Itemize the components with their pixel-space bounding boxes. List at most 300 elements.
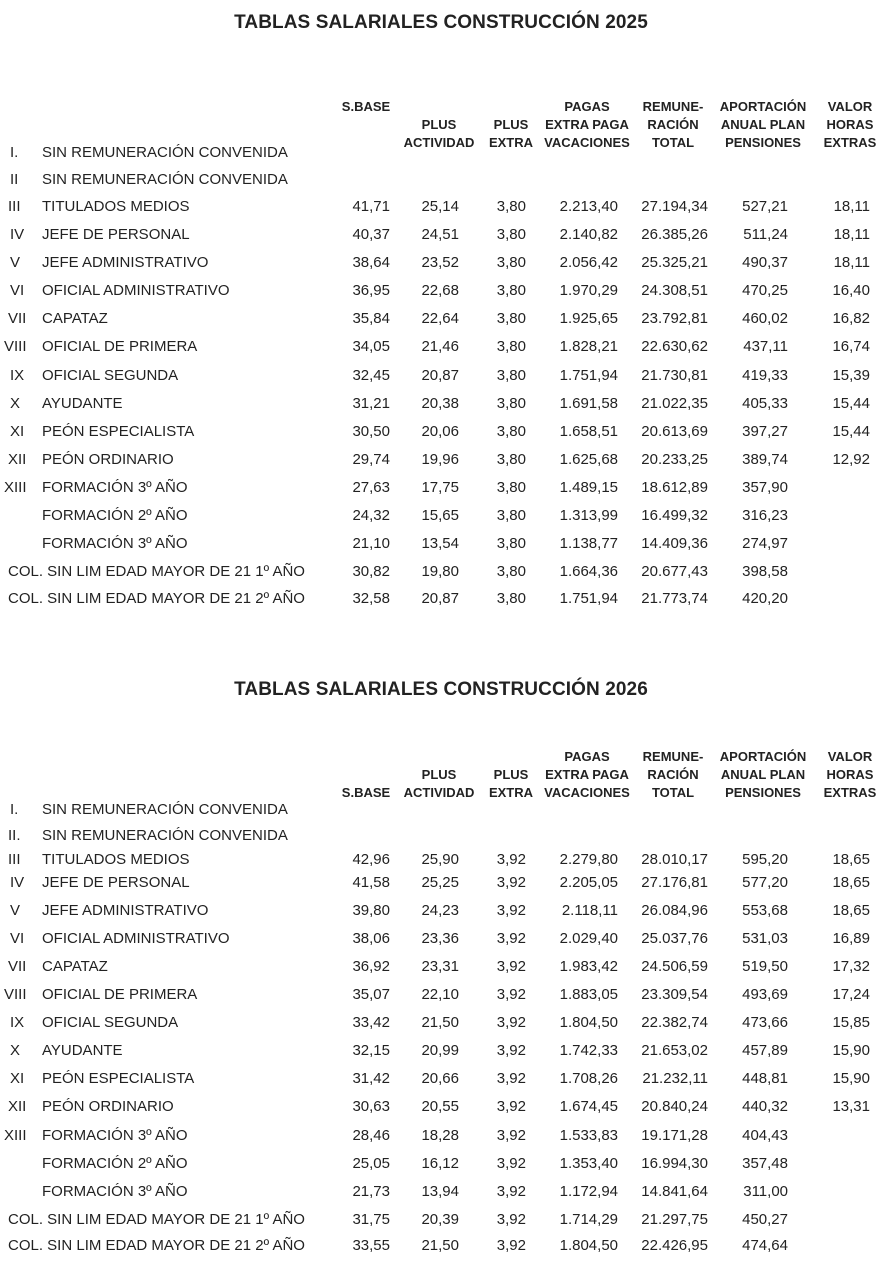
table-cell: 2.279,80 (559, 851, 618, 868)
category-label: COL. SIN LIM EDAD MAYOR DE 21 2º AÑO (8, 590, 305, 607)
category-label: JEFE DE PERSONAL (42, 874, 190, 891)
table-cell: 18,11 (833, 226, 870, 243)
table-cell: 3,80 (496, 226, 526, 243)
table-cell: 16.499,32 (641, 507, 708, 524)
category-level: VII (8, 310, 27, 327)
table-cell: 18,65 (832, 902, 870, 919)
table-cell: 419,33 (742, 367, 788, 384)
table-cell: 39,80 (352, 902, 390, 919)
table-cell: 19,80 (421, 563, 459, 580)
table-cell: 23,36 (421, 930, 459, 947)
table-cell: 1.742,33 (559, 1042, 618, 1059)
table-cell: 15,44 (832, 423, 870, 440)
table-cell: 531,03 (742, 930, 788, 947)
table-cell: 1.172,94 (559, 1183, 618, 1200)
table-cell: 17,24 (832, 986, 870, 1003)
table-row (0, 1098, 882, 1120)
table-cell: 36,95 (352, 282, 390, 299)
table-cell: 23,52 (421, 254, 459, 271)
category-label: JEFE ADMINISTRATIVO (42, 254, 209, 271)
table-cell: 1.828,21 (559, 338, 618, 355)
category-level: VII (8, 958, 27, 975)
table-cell: 31,42 (352, 1070, 390, 1087)
category-level: VI (10, 282, 25, 299)
table-cell: 3,92 (496, 1183, 526, 1200)
category-level: V (10, 902, 21, 919)
table-cell: 23.792,81 (641, 310, 708, 327)
table-row (0, 1237, 882, 1259)
category-level: IX (10, 1014, 25, 1031)
table-cell: 36,92 (352, 958, 390, 975)
category-label: CAPATAZ (42, 310, 108, 327)
table-cell: 32,15 (352, 1042, 390, 1059)
table-cell: 15,44 (832, 395, 870, 412)
table-cell: 18,65 (832, 851, 870, 868)
table-row (0, 226, 882, 248)
category-level: XIII (4, 1127, 27, 1144)
table-row (0, 451, 882, 473)
table-cell: 519,50 (742, 958, 788, 975)
table-cell: 20.677,43 (641, 563, 708, 580)
table-cell: 3,80 (496, 367, 526, 384)
table-cell: 3,80 (496, 590, 526, 607)
table-cell: 440,32 (742, 1098, 788, 1115)
column-header: APORTACIÓN ANUAL PLAN PENSIONES (719, 749, 807, 800)
table-cell: 31,75 (352, 1211, 390, 1228)
table-cell: 29,74 (352, 451, 390, 468)
table-cell: 17,32 (832, 958, 870, 975)
table-cell: 3,92 (496, 958, 526, 975)
table-cell: 13,54 (421, 535, 459, 552)
table-row (0, 1070, 882, 1092)
table-cell: 27.194,34 (641, 198, 708, 215)
table-cell: 1.691,58 (559, 395, 618, 412)
table-row (0, 479, 882, 501)
table-cell: 21,73 (352, 1183, 390, 1200)
table-row (0, 1211, 882, 1233)
table-cell: 20,66 (421, 1070, 459, 1087)
category-level: V (10, 254, 21, 271)
table-row (0, 395, 882, 417)
table-cell: 16,82 (832, 310, 870, 327)
table-cell: 1.983,42 (559, 958, 618, 975)
category-label: TITULADOS MEDIOS (42, 198, 190, 215)
table-cell: 3,80 (496, 507, 526, 524)
column-header: REMUNE- RACIÓN TOTAL (642, 749, 704, 800)
table-cell: 1.751,94 (559, 590, 618, 607)
table-cell: 17,75 (421, 479, 459, 496)
category-label: AYUDANTE (42, 1042, 123, 1059)
table-cell: 3,92 (496, 1070, 526, 1087)
table-cell: 511,24 (743, 226, 788, 243)
table-cell: 405,33 (742, 395, 788, 412)
table-cell: 3,92 (496, 1127, 526, 1144)
table-row (0, 1042, 882, 1064)
category-label: PEÓN ESPECIALISTA (42, 423, 195, 440)
table-cell: 35,84 (352, 310, 390, 327)
table-title: TABLAS SALARIALES CONSTRUCCIÓN 2026 (234, 679, 648, 700)
table-cell: 389,74 (742, 451, 788, 468)
category-label: SIN REMUNERACIÓN CONVENIDA (42, 144, 288, 161)
table-cell: 577,20 (742, 874, 788, 891)
table-cell: 553,68 (742, 902, 788, 919)
table-row (0, 874, 882, 896)
table-cell: 15,90 (832, 1070, 870, 1087)
category-label: PEÓN ORDINARIO (42, 451, 174, 468)
table-cell: 3,92 (496, 1211, 526, 1228)
column-header: PAGAS EXTRA PAGA VACACIONES (544, 749, 630, 800)
category-label: PEÓN ESPECIALISTA (42, 1070, 195, 1087)
table-cell: 25,25 (421, 874, 459, 891)
column-header: REMUNE- RACIÓN TOTAL (642, 99, 704, 150)
category-label: COL. SIN LIM EDAD MAYOR DE 21 1º AÑO (8, 563, 305, 580)
table-row (0, 282, 882, 304)
table-row (0, 958, 882, 980)
category-label: OFICIAL SEGUNDA (42, 1014, 179, 1031)
table-cell: 3,92 (496, 874, 526, 891)
table-cell: 32,45 (352, 367, 390, 384)
table-cell: 2.205,05 (559, 874, 618, 891)
category-level: XII (8, 451, 27, 468)
table-cell: 397,27 (742, 423, 788, 440)
table-cell: 19.171,28 (641, 1127, 708, 1144)
table-cell: 3,80 (496, 451, 526, 468)
table-cell: 20,87 (421, 590, 459, 607)
table-cell: 35,07 (352, 986, 390, 1003)
table-cell: 25.037,76 (641, 930, 708, 947)
category-label: FORMACIÓN 2º AÑO (42, 1155, 188, 1172)
table-cell: 28.010,17 (641, 851, 708, 868)
table-cell: 3,92 (496, 851, 526, 868)
table-cell: 3,92 (496, 1014, 526, 1031)
table-row (0, 171, 882, 193)
table-cell: 3,80 (496, 338, 526, 355)
table-cell: 20,39 (421, 1211, 459, 1228)
table-cell: 311,00 (743, 1183, 788, 1200)
table-cell: 33,55 (352, 1237, 390, 1254)
table-cell: 15,85 (832, 1014, 870, 1031)
category-label: OFICIAL DE PRIMERA (42, 338, 198, 355)
category-level: XIII (4, 479, 27, 496)
table-cell: 3,80 (496, 198, 526, 215)
table-cell: 357,48 (742, 1155, 788, 1172)
table-row (0, 423, 882, 445)
table-cell: 24.308,51 (641, 282, 708, 299)
table-cell: 24.506,59 (641, 958, 708, 975)
table-row (0, 1127, 882, 1149)
category-label: FORMACIÓN 3º AÑO (42, 1127, 188, 1144)
table-cell: 23,31 (421, 958, 459, 975)
column-header: VALOR HORAS EXTRAS (823, 749, 877, 800)
category-level: II. (8, 827, 21, 844)
table-cell: 18,65 (832, 874, 870, 891)
table-cell: 2.213,40 (559, 198, 618, 215)
table-row (0, 563, 882, 585)
table-cell: 41,71 (352, 198, 390, 215)
table-cell: 1.714,29 (559, 1211, 618, 1228)
category-label: FORMACIÓN 3º AÑO (42, 479, 188, 496)
table-cell: 3,80 (496, 479, 526, 496)
table-cell: 27,63 (352, 479, 390, 496)
table-cell: 31,21 (352, 395, 390, 412)
table-cell: 1.883,05 (559, 986, 618, 1003)
table-cell: 22.382,74 (641, 1014, 708, 1031)
table-cell: 20,06 (421, 423, 459, 440)
table-row (0, 338, 882, 360)
table-row (0, 144, 882, 166)
table-cell: 1.804,50 (559, 1237, 618, 1254)
table-cell: 21,50 (421, 1237, 459, 1254)
table-cell: 41,58 (352, 874, 390, 891)
table-row (0, 1183, 882, 1205)
table-cell: 20,99 (421, 1042, 459, 1059)
table-cell: 3,92 (496, 1098, 526, 1115)
table-cell: 13,94 (421, 1183, 459, 1200)
table-cell: 21.297,75 (641, 1211, 708, 1228)
table-cell: 16,74 (832, 338, 870, 355)
column-header: PLUS EXTRA (488, 767, 534, 800)
table-cell: 25,90 (421, 851, 459, 868)
table-cell: 30,63 (352, 1098, 390, 1115)
table-cell: 19,96 (421, 451, 459, 468)
category-label: JEFE ADMINISTRATIVO (42, 902, 209, 919)
table-cell: 42,96 (352, 851, 390, 868)
table-cell: 474,64 (742, 1237, 788, 1254)
table-cell: 16,40 (832, 282, 870, 299)
table-cell: 460,02 (742, 310, 788, 327)
table-cell: 21.730,81 (641, 367, 708, 384)
table-cell: 398,58 (742, 563, 788, 580)
column-header: APORTACIÓN ANUAL PLAN PENSIONES (719, 99, 807, 150)
table-cell: 25.325,21 (641, 254, 708, 271)
table-row (0, 986, 882, 1008)
table-cell: 3,92 (496, 1042, 526, 1059)
table-cell: 15,39 (832, 367, 870, 384)
table-cell: 20.840,24 (641, 1098, 708, 1115)
table-cell: 1.674,45 (559, 1098, 618, 1115)
column-header: PAGAS EXTRA PAGA VACACIONES (544, 99, 630, 150)
table-cell: 20,55 (421, 1098, 459, 1115)
category-label: SIN REMUNERACIÓN CONVENIDA (42, 827, 288, 844)
category-label: FORMACIÓN 3º AÑO (42, 535, 188, 552)
table-row (0, 827, 882, 849)
table-cell: 473,66 (742, 1014, 788, 1031)
category-label: COL. SIN LIM EDAD MAYOR DE 21 2º AÑO (8, 1237, 305, 1254)
table-cell: 22,10 (421, 986, 459, 1003)
category-label: AYUDANTE (42, 395, 123, 412)
table-cell: 23.309,54 (641, 986, 708, 1003)
table-cell: 38,06 (352, 930, 390, 947)
table-cell: 32,58 (352, 590, 390, 607)
category-label: OFICIAL SEGUNDA (42, 367, 179, 384)
category-label: FORMACIÓN 2º AÑO (42, 507, 188, 524)
column-header: S.BASE (341, 785, 391, 800)
table-cell: 15,90 (832, 1042, 870, 1059)
table-cell: 1.804,50 (559, 1014, 618, 1031)
table-row (0, 930, 882, 952)
table-cell: 22.426,95 (641, 1237, 708, 1254)
table-cell: 3,80 (496, 395, 526, 412)
table-cell: 26.084,96 (641, 902, 708, 919)
table-cell: 1.533,83 (559, 1127, 618, 1144)
table-cell: 18,28 (421, 1127, 459, 1144)
table-cell: 30,82 (352, 563, 390, 580)
table-cell: 1.658,51 (559, 423, 618, 440)
table-cell: 20,87 (421, 367, 459, 384)
table-cell: 40,37 (352, 226, 390, 243)
table-cell: 12,92 (832, 451, 870, 468)
table-cell: 22,64 (421, 310, 459, 327)
table-row (0, 801, 882, 823)
table-cell: 490,37 (742, 254, 788, 271)
table-row (0, 254, 882, 276)
table-cell: 25,14 (421, 198, 459, 215)
table-cell: 3,92 (496, 1237, 526, 1254)
table-title: TABLAS SALARIALES CONSTRUCCIÓN 2025 (234, 12, 648, 33)
category-label: TITULADOS MEDIOS (42, 851, 190, 868)
table-cell: 14.409,36 (641, 535, 708, 552)
table-cell: 34,05 (352, 338, 390, 355)
table-cell: 21.022,35 (641, 395, 708, 412)
table-cell: 1.353,40 (559, 1155, 618, 1172)
category-level: VIII (4, 986, 27, 1003)
category-level: III (8, 198, 21, 215)
table-cell: 404,43 (742, 1127, 788, 1144)
table-cell: 1.970,29 (559, 282, 618, 299)
table-row (0, 198, 882, 220)
table-cell: 1.751,94 (559, 367, 618, 384)
table-cell: 470,25 (742, 282, 788, 299)
table-cell: 16.994,30 (641, 1155, 708, 1172)
table-cell: 15,65 (421, 507, 459, 524)
table-row (0, 310, 882, 332)
category-level: IX (10, 367, 25, 384)
table-cell: 20,38 (421, 395, 459, 412)
column-header: PLUS ACTIVIDAD (403, 117, 475, 150)
category-level: IV (10, 874, 25, 891)
category-level: XI (10, 423, 25, 440)
table-cell: 26.385,26 (641, 226, 708, 243)
table-cell: 595,20 (742, 851, 788, 868)
category-level: I. (10, 801, 19, 818)
table-cell: 1.625,68 (559, 451, 618, 468)
table-cell: 21,46 (421, 338, 459, 355)
category-label: CAPATAZ (42, 958, 108, 975)
category-label: OFICIAL ADMINISTRATIVO (42, 282, 230, 299)
table-cell: 30,50 (352, 423, 390, 440)
table-cell: 1.138,77 (559, 535, 618, 552)
table-cell: 274,97 (742, 535, 788, 552)
category-label: OFICIAL DE PRIMERA (42, 986, 198, 1003)
table-cell: 1.708,26 (559, 1070, 618, 1087)
table-cell: 25,05 (352, 1155, 390, 1172)
table-row (0, 367, 882, 389)
category-level: II (10, 171, 19, 188)
column-header: PLUS EXTRA (488, 117, 534, 150)
category-level: VIII (4, 338, 27, 355)
table-cell: 3,80 (496, 423, 526, 440)
table-cell: 20.613,69 (641, 423, 708, 440)
table-cell: 2.056,42 (559, 254, 618, 271)
table-cell: 21,50 (421, 1014, 459, 1031)
table-cell: 24,32 (352, 507, 390, 524)
table-cell: 3,80 (496, 535, 526, 552)
table-cell: 2.118,11 (561, 902, 618, 919)
column-header: VALOR HORAS EXTRAS (823, 99, 877, 150)
table-cell: 3,92 (496, 1155, 526, 1172)
table-cell: 33,42 (352, 1014, 390, 1031)
table-cell: 16,89 (832, 930, 870, 947)
table-cell: 21,10 (352, 535, 390, 552)
table-cell: 1.925,65 (559, 310, 618, 327)
table-cell: 21.653,02 (641, 1042, 708, 1059)
table-row (0, 535, 882, 557)
table-cell: 22,68 (421, 282, 459, 299)
table-cell: 3,80 (496, 563, 526, 580)
table-cell: 420,20 (742, 590, 788, 607)
category-label: SIN REMUNERACIÓN CONVENIDA (42, 801, 288, 818)
table-cell: 3,92 (496, 986, 526, 1003)
category-level: VI (10, 930, 25, 947)
table-cell: 437,11 (743, 338, 788, 355)
table-cell: 28,46 (352, 1127, 390, 1144)
table-cell: 24,23 (421, 902, 459, 919)
table-cell: 18,11 (833, 198, 870, 215)
table-cell: 38,64 (352, 254, 390, 271)
table-cell: 448,81 (742, 1070, 788, 1087)
table-cell: 527,21 (742, 198, 788, 215)
table-cell: 21.232,11 (642, 1070, 708, 1087)
table-cell: 3,80 (496, 282, 526, 299)
table-cell: 13,31 (832, 1098, 870, 1115)
table-cell: 14.841,64 (641, 1183, 708, 1200)
table-row (0, 1014, 882, 1036)
table-cell: 493,69 (742, 986, 788, 1003)
table-cell: 3,92 (496, 930, 526, 947)
table-cell: 3,80 (496, 310, 526, 327)
table-row (0, 1155, 882, 1177)
category-level: I. (10, 144, 19, 161)
table-cell: 357,90 (742, 479, 788, 496)
table-cell: 20.233,25 (641, 451, 708, 468)
table-cell: 2.029,40 (559, 930, 618, 947)
table-cell: 18,11 (833, 254, 870, 271)
table-cell: 3,92 (496, 902, 526, 919)
table-cell: 3,80 (496, 254, 526, 271)
category-label: OFICIAL ADMINISTRATIVO (42, 930, 230, 947)
column-header: S.BASE (341, 99, 391, 114)
category-label: PEÓN ORDINARIO (42, 1098, 174, 1115)
table-cell: 24,51 (421, 226, 459, 243)
table-cell: 1.664,36 (559, 563, 618, 580)
category-level: XI (10, 1070, 25, 1087)
table-row (0, 590, 882, 612)
table-cell: 1.489,15 (559, 479, 618, 496)
table-row (0, 507, 882, 529)
table-cell: 1.313,99 (559, 507, 618, 524)
table-row (0, 851, 882, 873)
table-cell: 27.176,81 (641, 874, 708, 891)
category-level: X (10, 1042, 21, 1059)
table-cell: 18.612,89 (641, 479, 708, 496)
table-row (0, 902, 882, 924)
table-cell: 21.773,74 (641, 590, 708, 607)
table-cell: 2.140,82 (559, 226, 618, 243)
category-label: FORMACIÓN 3º AÑO (42, 1183, 188, 1200)
table-cell: 450,27 (742, 1211, 788, 1228)
category-label: COL. SIN LIM EDAD MAYOR DE 21 1º AÑO (8, 1211, 305, 1228)
table-cell: 22.630,62 (641, 338, 708, 355)
